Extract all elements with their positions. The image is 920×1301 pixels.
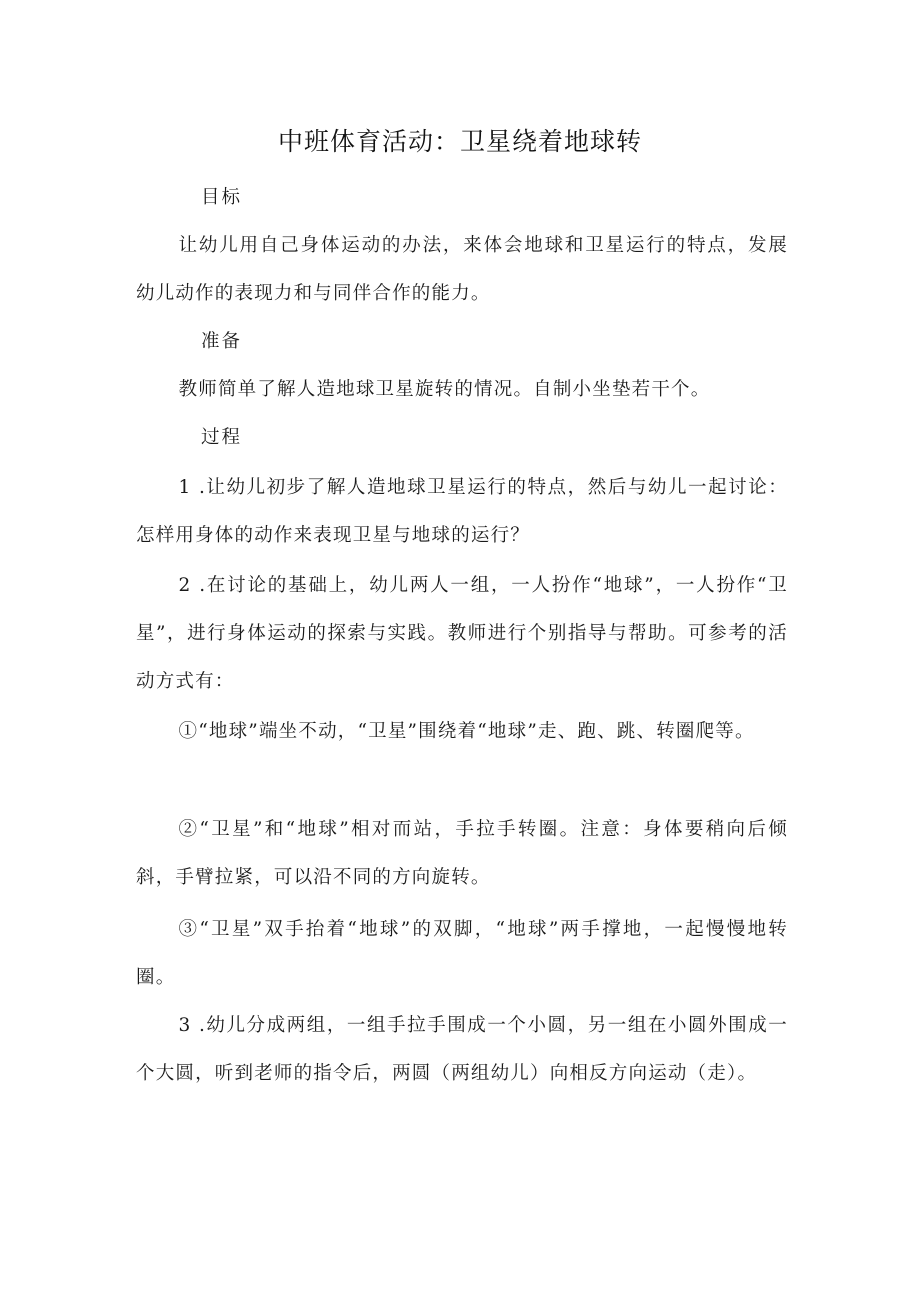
- paragraph-option-2: ②“卫星”和“地球”相对而站，手拉手转圈。注意：身体要稍向后倾斜，手臂拉紧，可以沿不同的方向旋转。: [136, 819, 788, 888]
- section-heading-preparation: 准备: [201, 331, 243, 352]
- paragraph-step-1: 1 .让幼儿初步了解人造地球卫星运行的特点，然后与幼儿一起讨论：怎样用身体的动作来表现卫星与地球的运行？: [136, 477, 788, 546]
- paragraph-option-3: ③“卫星”双手抬着“地球”的双脚，“地球”两手撑地，一起慢慢地转圈。: [136, 919, 788, 988]
- section-heading-goal: 目标: [201, 187, 243, 208]
- paragraph-preparation: 教师简单了解人造地球卫星旋转的情况。自制小坐垫若干个。: [178, 379, 711, 400]
- paragraph-goal: 让幼儿用自己身体运动的办法，来体会地球和卫星运行的特点，发展幼儿动作的表现力和与同伴合作的能力。: [136, 235, 788, 304]
- section-heading-process: 过程: [201, 427, 243, 448]
- paragraph-option-1: ①“地球”端坐不动，“卫星”围绕着“地球”走、跑、跳、转圈爬等。: [178, 721, 755, 742]
- document-title: 中班体育活动：卫星绕着地球转: [277, 127, 642, 156]
- paragraph-step-3: 3 .幼儿分成两组，一组手拉手围成一个小圆，另一组在小圆外围成一个大圆，听到老师的指令后，两圆（两组幼儿）向相反方向运动（走）。: [136, 1015, 788, 1084]
- paragraph-step-2: 2 .在讨论的基础上，幼儿两人一组，一人扮作“地球”，一人扮作“卫星”，进行身体运动的探索与实践。教师进行个别指导与帮助。可参考的活动方式有：: [136, 575, 788, 692]
